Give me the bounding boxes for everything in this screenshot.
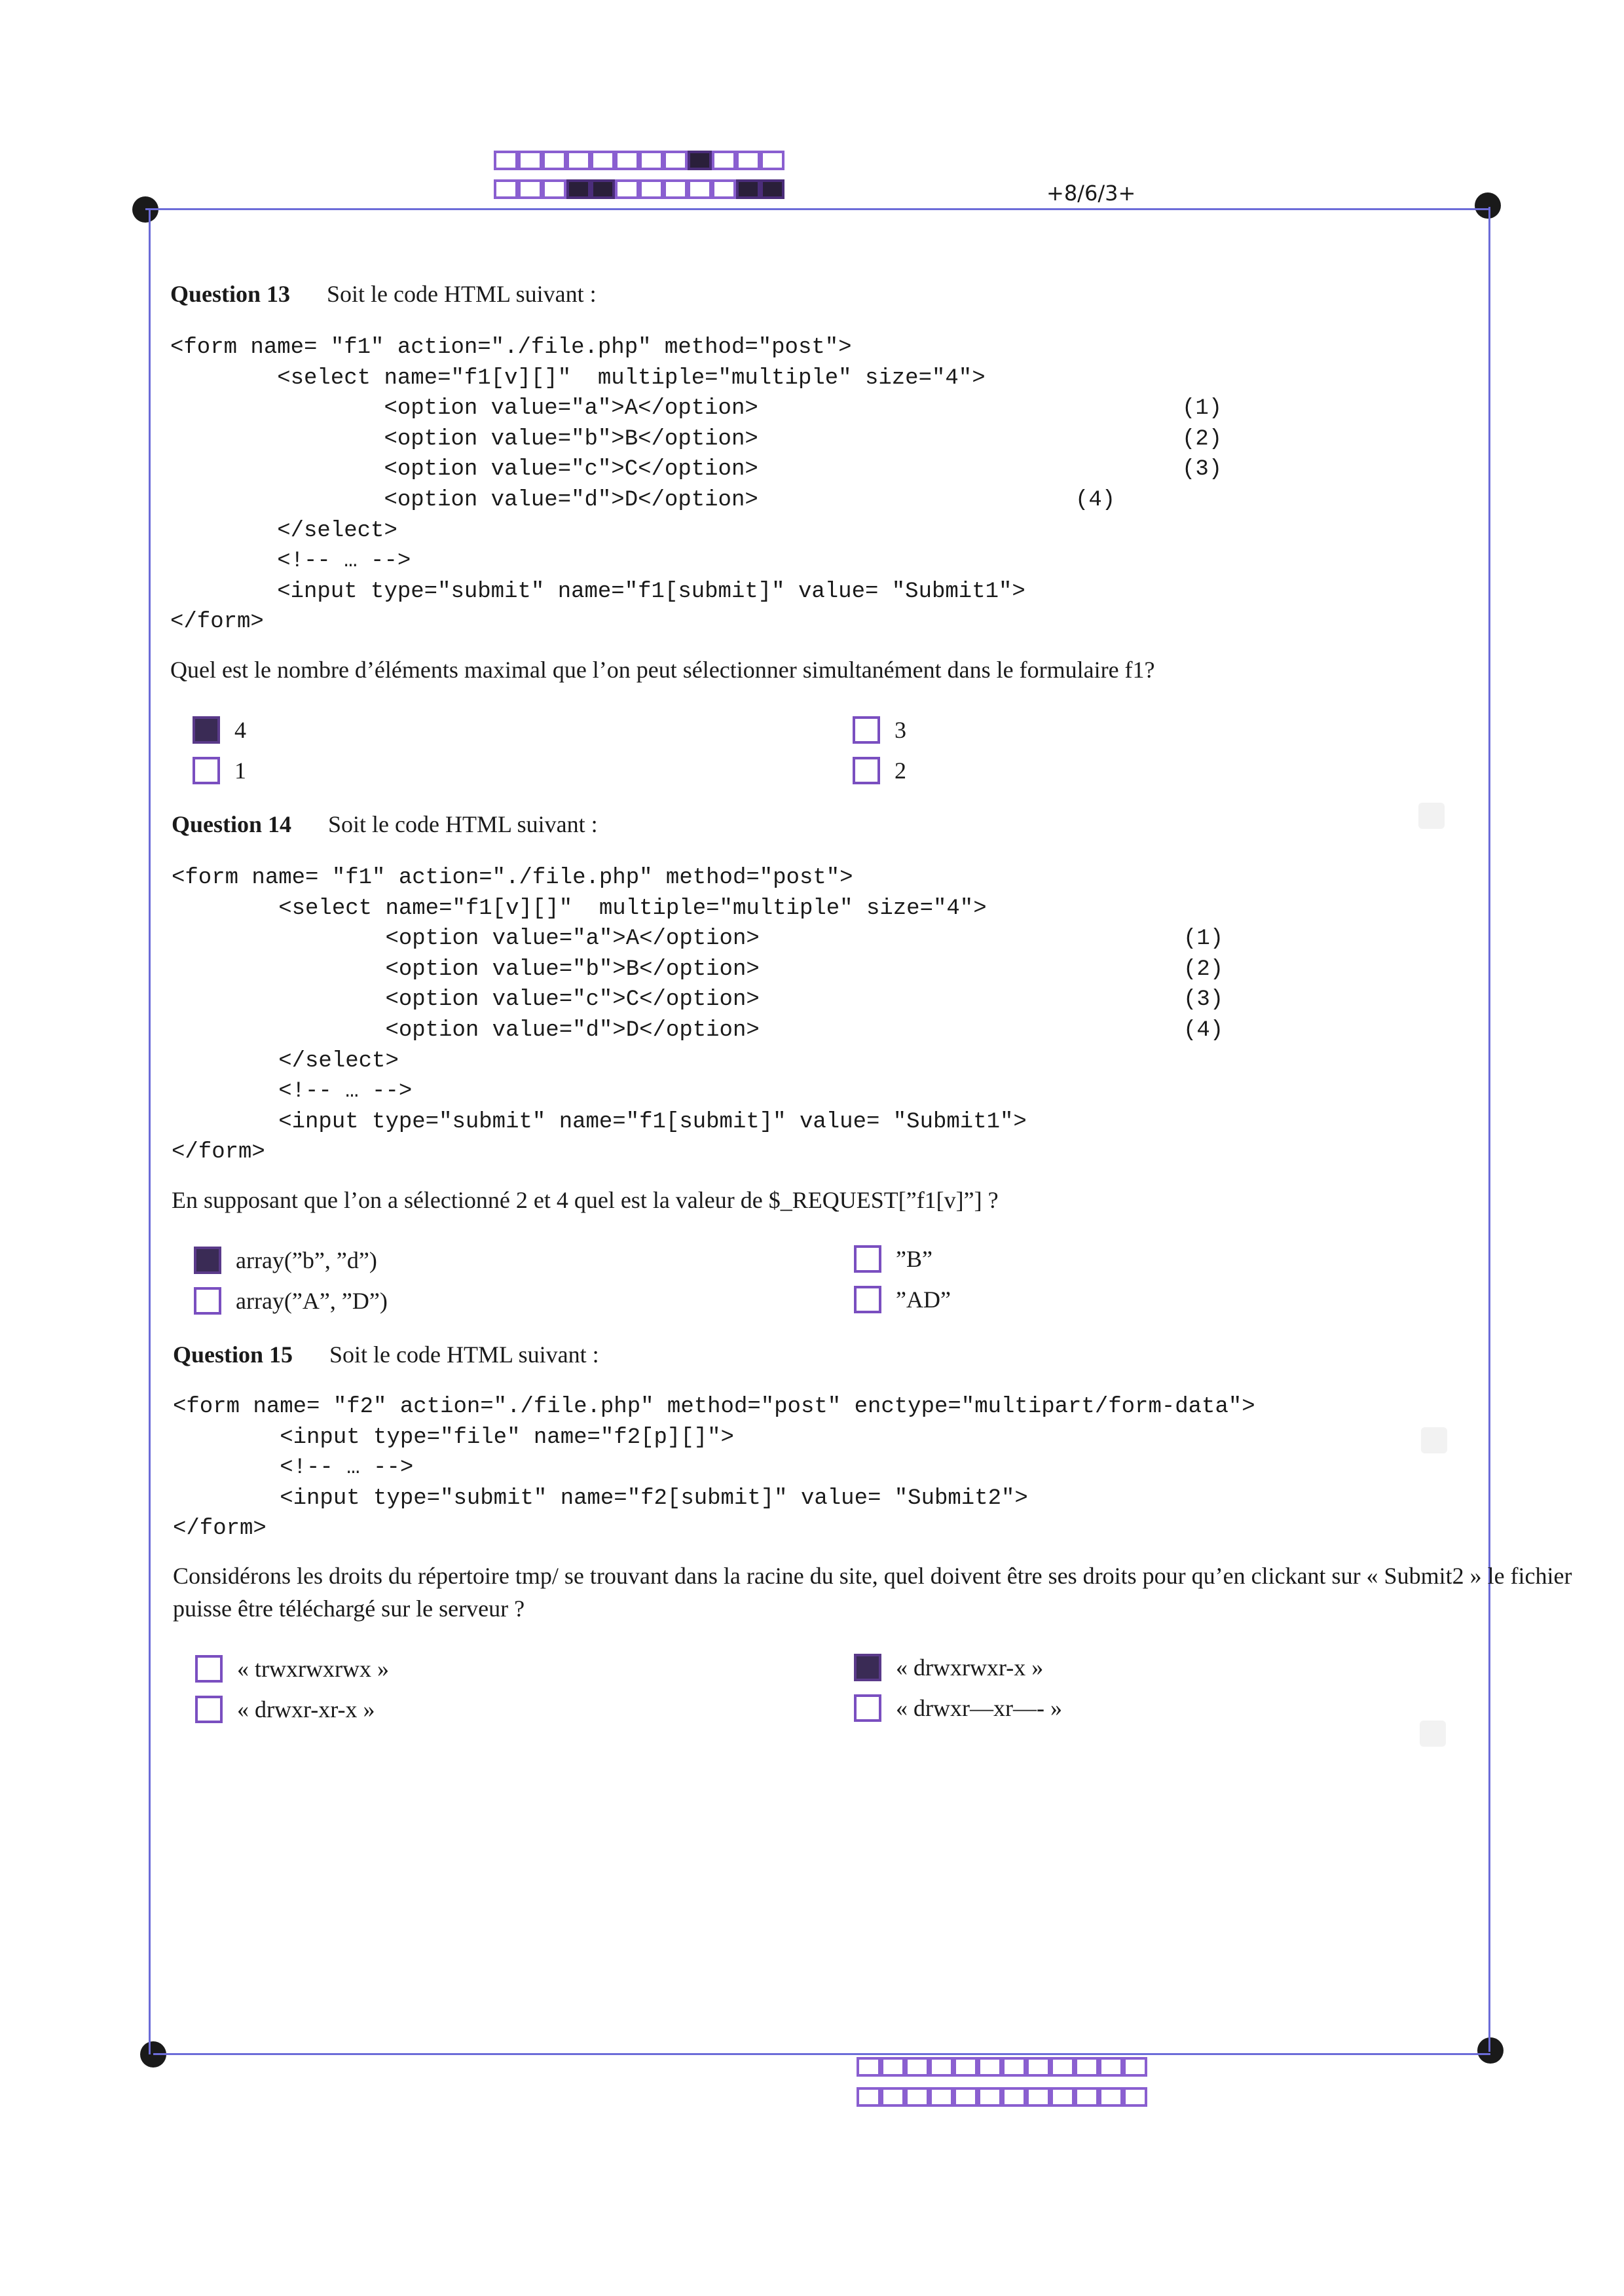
top-id-grid — [494, 151, 784, 190]
code-line: <form name= "f2" action="./file.php" method="post" enctype="multipart/form-data"> — [173, 1394, 1255, 1419]
question-14-title — [172, 811, 598, 838]
code-line: </form> — [172, 1140, 265, 1165]
frame-bottom — [153, 2053, 1490, 2055]
id-cell — [639, 151, 663, 170]
id-cell — [978, 2057, 1002, 2077]
id-cell — [494, 179, 518, 199]
code-line: <!-- … --> — [170, 549, 411, 574]
id-cell — [929, 2087, 953, 2107]
page-code: +8/6/3+ — [1046, 181, 1136, 206]
code-annotation: (4) — [1075, 487, 1116, 513]
choice-label: « trwxrwxrwx » — [237, 1656, 389, 1682]
choice-label: array(”A”, ”D”) — [236, 1288, 388, 1314]
id-cell — [1075, 2057, 1099, 2077]
code-annotation: (2) — [1182, 426, 1223, 452]
id-cell — [542, 151, 566, 170]
question-15-title — [173, 1341, 599, 1368]
id-cell-filled — [566, 179, 591, 199]
id-cell — [615, 151, 639, 170]
code-annotation: (4) — [1183, 1017, 1224, 1043]
checkbox-checked[interactable] — [194, 1247, 221, 1274]
code-line: <input type="submit" name="f1[submit]" value= "Submit1"> — [172, 1109, 1027, 1135]
code-line: <input type="file" name="f2[p][]"> — [173, 1425, 734, 1450]
id-cell — [712, 151, 736, 170]
code-annotation: (1) — [1183, 926, 1224, 952]
question-15-code — [173, 1392, 1255, 1544]
id-cell — [1099, 2057, 1123, 2077]
id-cell — [591, 151, 615, 170]
code-line: <!-- … --> — [172, 1079, 413, 1104]
question-intro: Soit le code HTML suivant : — [329, 1341, 599, 1368]
question-intro: Soit le code HTML suivant : — [327, 281, 597, 307]
checkbox[interactable] — [853, 757, 880, 784]
id-cell-filled — [688, 151, 712, 170]
choice-label: 2 — [895, 757, 906, 784]
question-number: Question 15 — [173, 1341, 293, 1368]
id-cell — [494, 151, 518, 170]
q14-choice-c[interactable] — [194, 1287, 388, 1315]
choice-label: array(”b”, ”d”) — [236, 1247, 377, 1273]
id-cell — [518, 151, 542, 170]
code-line: <option value="c">C</option> (3) — [172, 985, 1027, 1015]
id-cell — [929, 2057, 953, 2077]
scan-smudge — [1421, 1427, 1447, 1453]
code-annotation: (2) — [1183, 957, 1224, 982]
id-cell — [542, 179, 566, 199]
q13-choice-c[interactable] — [193, 757, 246, 784]
id-cell — [566, 151, 591, 170]
checkbox[interactable] — [194, 1287, 221, 1315]
q14-choice-d[interactable] — [854, 1286, 951, 1313]
question-13-title — [170, 280, 597, 308]
id-cell — [1026, 2057, 1050, 2077]
q13-choice-b[interactable] — [853, 716, 906, 744]
id-cell — [953, 2087, 978, 2107]
code-line: </form> — [173, 1516, 267, 1542]
q14-choice-b[interactable] — [854, 1245, 932, 1273]
id-cell — [736, 151, 760, 170]
q15-choice-a[interactable] — [195, 1655, 389, 1683]
scan-smudge — [1420, 1721, 1446, 1747]
choice-label: 1 — [234, 757, 246, 784]
choice-label: « drwxr—xr—- » — [896, 1695, 1062, 1721]
checkbox-checked[interactable] — [193, 716, 220, 744]
id-cell — [905, 2057, 929, 2077]
id-cell — [1026, 2087, 1050, 2107]
choice-label: « drwxr-xr-x » — [237, 1696, 375, 1722]
checkbox-checked[interactable] — [854, 1654, 881, 1681]
id-cell — [857, 2087, 881, 2107]
choice-label: 3 — [895, 717, 906, 743]
id-cell-filled — [591, 179, 615, 199]
id-cell — [953, 2057, 978, 2077]
code-line: <option value="a">A</option> (1) — [172, 924, 1027, 955]
code-line: <input type="submit" name="f1[submit]" value= "Submit1"> — [170, 579, 1025, 604]
checkbox[interactable] — [195, 1696, 223, 1723]
code-line: <option value="a">A</option> (1) — [170, 393, 1025, 424]
id-cell — [712, 179, 736, 199]
id-cell — [1050, 2087, 1075, 2107]
question-number: Question 13 — [170, 281, 291, 307]
code-line: </form> — [170, 610, 264, 635]
code-line: <option value="b">B</option> (2) — [172, 955, 1027, 985]
id-cell-filled — [736, 179, 760, 199]
question-14-prompt: En supposant que l’on a sélectionné 2 et 4 quel est la valeur de $_REQUEST[”f1[v]”] ? — [172, 1187, 999, 1213]
id-cell — [760, 151, 784, 170]
choice-label: ”AD” — [896, 1286, 951, 1313]
bottom-id-grid — [857, 2057, 1147, 2096]
choice-label: « drwxrwxr-x » — [896, 1654, 1044, 1681]
id-cell — [688, 179, 712, 199]
code-line: <input type="submit" name="f2[submit]" value= "Submit2"> — [173, 1485, 1028, 1511]
id-cell — [1123, 2087, 1147, 2107]
code-line: <option value="d">D</option> (4) — [172, 1015, 1027, 1046]
choice-label: 4 — [234, 717, 246, 743]
question-14-code — [172, 863, 1224, 1168]
code-line: <select name="f1[v][]" multiple="multiple" size="4"> — [172, 896, 987, 921]
q15-choice-c[interactable] — [195, 1696, 375, 1723]
checkbox[interactable] — [854, 1694, 881, 1722]
checkbox[interactable] — [195, 1655, 223, 1683]
question-intro: Soit le code HTML suivant : — [328, 811, 598, 837]
id-cell — [881, 2057, 905, 2077]
q15-choice-d[interactable] — [854, 1694, 1062, 1722]
frame-top — [145, 208, 1489, 210]
code-line: <option value="b">B</option> (2) — [170, 424, 1025, 455]
code-annotation: (3) — [1182, 457, 1223, 483]
checkbox[interactable] — [854, 1245, 881, 1273]
frame-right — [1488, 207, 1490, 2052]
scan-smudge — [1418, 803, 1445, 829]
code-line: </select> — [170, 518, 397, 543]
question-number: Question 14 — [172, 811, 292, 837]
id-cell — [663, 151, 688, 170]
choice-label: ”B” — [896, 1246, 932, 1272]
q13-choice-d[interactable] — [853, 757, 906, 784]
q14-choice-a[interactable] — [194, 1247, 377, 1274]
id-cell — [1075, 2087, 1099, 2107]
id-cell — [978, 2087, 1002, 2107]
id-cell — [663, 179, 688, 199]
question-15-prompt: Considérons les droits du répertoire tmp/ se trouvant dans la racine du site, quel doivent être ses droits pour qu’en clickant sur « Submit2 » le fichier puisse être téléchargé sur le serveur ? — [173, 1563, 1572, 1622]
id-cell-filled — [760, 179, 784, 199]
code-line: <form name= "f1" action="./file.php" method="post"> — [170, 335, 852, 360]
id-cell — [1099, 2087, 1123, 2107]
code-line: <option value="c">C</option> (3) — [170, 454, 1025, 485]
code-annotation: (3) — [1183, 987, 1224, 1013]
id-cell — [1002, 2087, 1026, 2107]
id-cell — [639, 179, 663, 199]
id-cell — [1002, 2057, 1026, 2077]
code-line: <form name= "f1" action="./file.php" method="post"> — [172, 866, 853, 890]
id-cell — [518, 179, 542, 199]
id-cell — [881, 2087, 905, 2107]
code-annotation: (1) — [1182, 396, 1223, 422]
checkbox[interactable] — [853, 716, 880, 744]
corner-mark-top-right — [1475, 192, 1501, 219]
id-cell — [857, 2057, 881, 2077]
question-13-prompt: Quel est le nombre d’éléments maximal que l’on peut sélectionner simultanément dans le formulaire f1? — [170, 657, 1155, 683]
frame-left — [149, 210, 151, 2054]
id-cell — [905, 2087, 929, 2107]
question-13-code — [170, 333, 1223, 638]
id-cell — [1123, 2057, 1147, 2077]
corner-mark-bottom-right — [1477, 2037, 1504, 2064]
checkbox[interactable] — [854, 1286, 881, 1313]
id-cell — [1050, 2057, 1075, 2077]
id-cell — [615, 179, 639, 199]
q15-choice-b[interactable] — [854, 1654, 1043, 1681]
q13-choice-a[interactable] — [193, 716, 246, 744]
code-line: </select> — [172, 1048, 399, 1074]
code-line: <select name="f1[v][]" multiple="multiple" size="4"> — [170, 365, 986, 391]
code-line: <option value="d">D</option> (4) — [170, 485, 1025, 516]
checkbox[interactable] — [193, 757, 220, 784]
code-line: <!-- … --> — [173, 1455, 414, 1481]
